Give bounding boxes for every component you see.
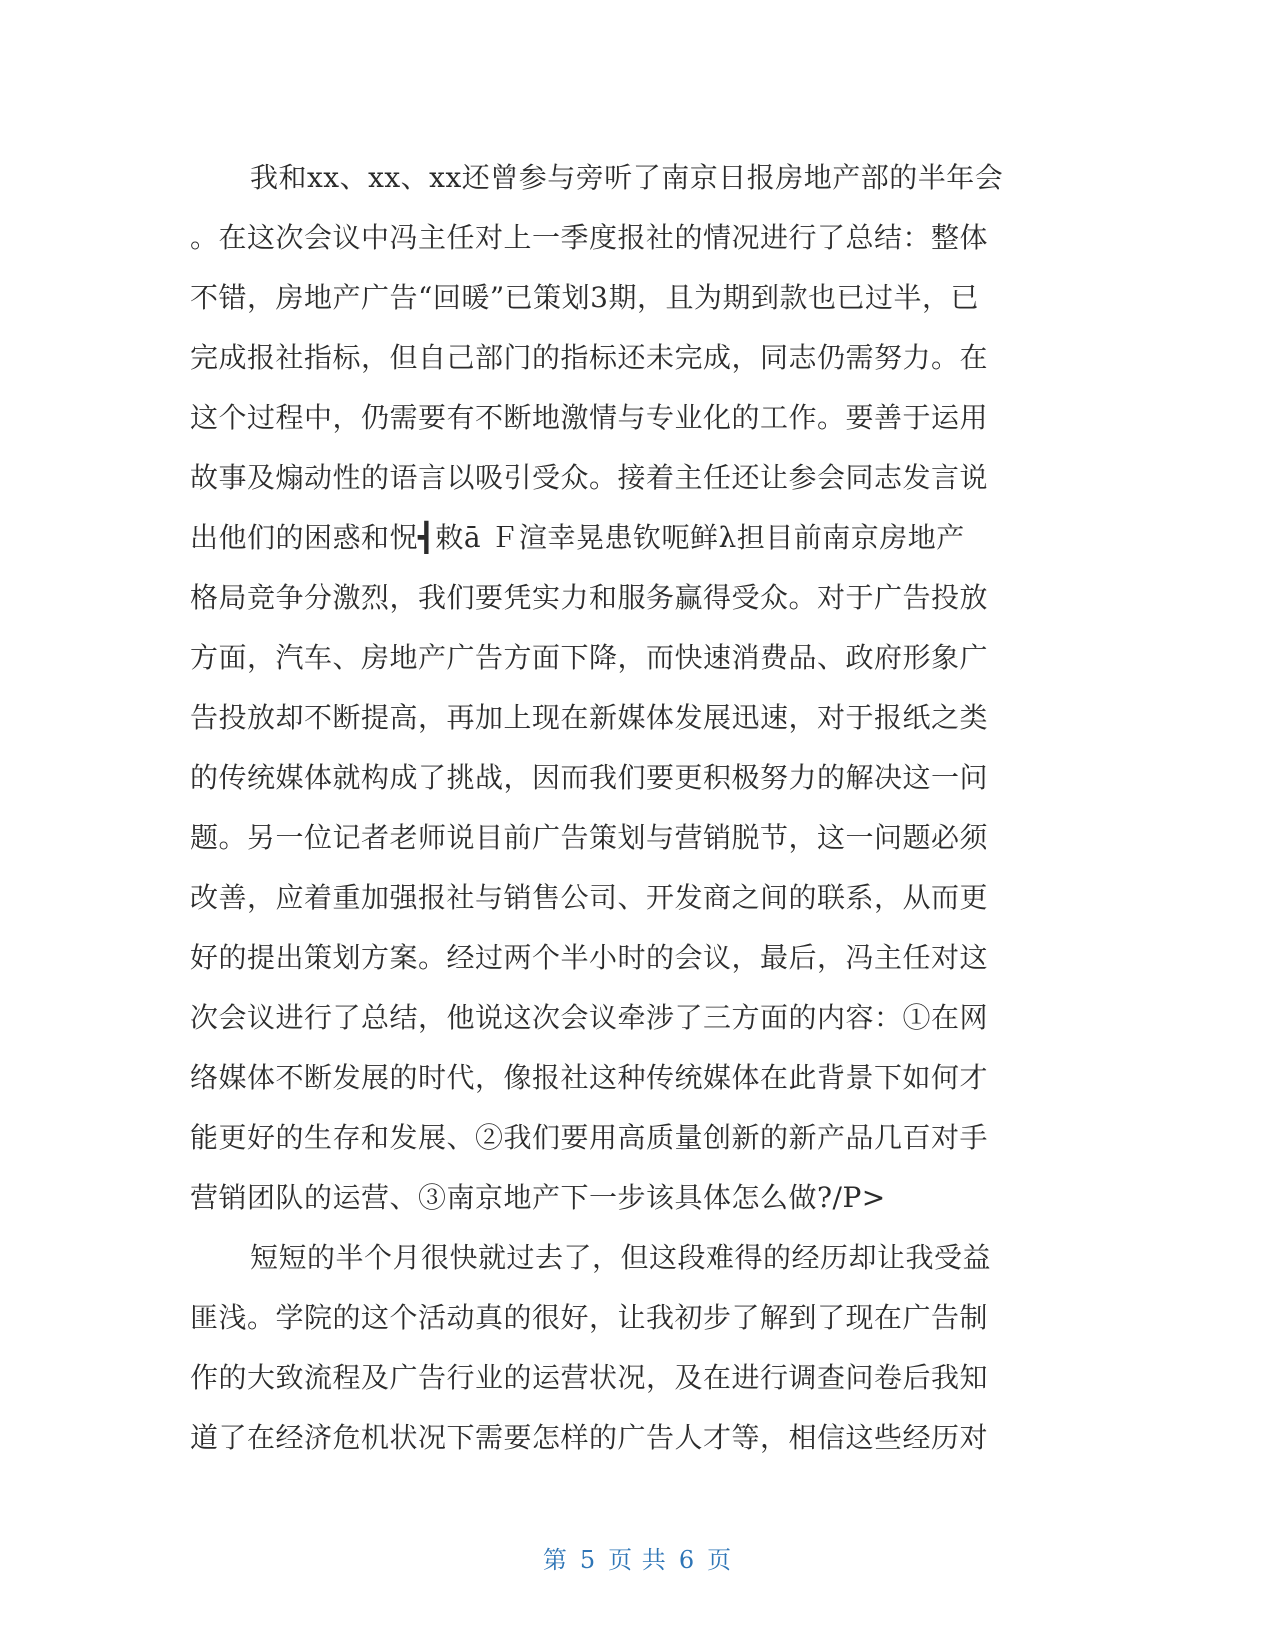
text-line: 道了在经济危机状况下需要怎样的广告人才等，相信这些经历对 [190, 1421, 989, 1454]
text-line: 匪浅。学院的这个活动真的很好，让我初步了解到了现在广告制 [190, 1301, 989, 1334]
text-line: 这个过程中，仍需要有不断地激情与专业化的工作。要善于运用 [190, 401, 989, 434]
text-line: 完成报社指标，但自己部门的指标还未完成，同志仍需努力。在 [190, 341, 989, 374]
text-line: 故事及煽动性的语言以吸引受众。接着主任还让参会同志发言说 [190, 461, 989, 494]
paragraph-1 [190, 148, 1070, 1228]
text-line: 方面，汽车、房地产广告方面下降，而快速消费品、政府形象广 [190, 641, 989, 674]
text-line: 我和xx、xx、xx还曾参与旁听了南京日报房地产部的半年会 [250, 161, 1004, 194]
paragraph-2 [190, 1228, 1070, 1468]
text-line: 营销团队的运营、③南京地产下一步该具体怎么做?/P> [190, 1181, 886, 1214]
page-footer [0, 1540, 1275, 1575]
footer-prefix: 第 [542, 1546, 568, 1574]
text-line: 次会议进行了总结，他说这次会议牵涉了三方面的内容：①在网 [190, 1001, 989, 1034]
text-line: 题。另一位记者老师说目前广告策划与营销脱节，这一问题必须 [190, 821, 989, 854]
document-body [190, 148, 1070, 1468]
text-line: 短短的半个月很快就过去了，但这段难得的经历却让我受益 [250, 1241, 992, 1274]
text-line: 告投放却不断提高，再加上现在新媒体发展迅速，对于报纸之类 [190, 701, 989, 734]
footer-current-page: 5 [579, 1546, 597, 1574]
footer-middle: 页 共 [608, 1546, 667, 1574]
text-line: 。在这次会议中冯主任对上一季度报社的情况进行了总结：整体 [190, 221, 989, 254]
text-line: 改善，应着重加强报社与销售公司、开发商之间的联系，从而更 [190, 881, 989, 914]
text-line: 出他们的困惑和怳┫敕ā Ｆ渲幸晃患钦呃鲜λ担目前南京房地产 [190, 521, 965, 554]
text-line: 能更好的生存和发展、②我们要用高质量创新的新产品几百对手 [190, 1121, 989, 1154]
text-line: 的传统媒体就构成了挑战，因而我们要更积极努力的解决这一问 [190, 761, 989, 794]
text-line: 不错，房地产广告“回暖”已策划3期，且为期到款也已过半，已 [190, 281, 979, 314]
text-line: 作的大致流程及广告行业的运营状况，及在进行调查问卷后我知 [190, 1361, 989, 1394]
footer-total-pages: 6 [678, 1546, 696, 1574]
footer-suffix: 页 [707, 1546, 733, 1574]
text-line: 络媒体不断发展的时代，像报社这种传统媒体在此背景下如何才 [190, 1061, 989, 1094]
text-line: 好的提出策划方案。经过两个半小时的会议，最后，冯主任对这 [190, 941, 989, 974]
text-line: 格局竞争分激烈，我们要凭实力和服务赢得受众。对于广告投放 [190, 581, 989, 614]
